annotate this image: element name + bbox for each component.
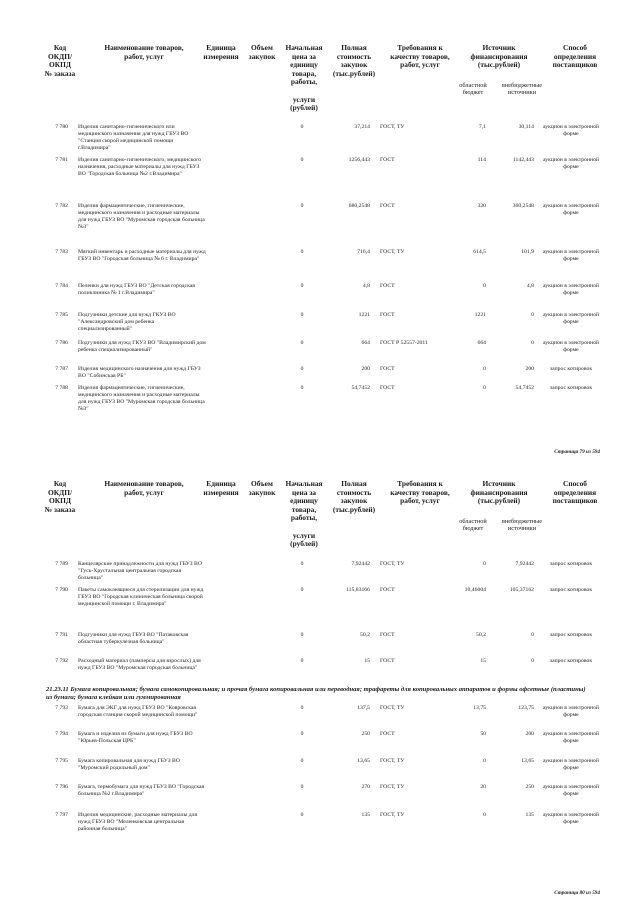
- order-number-cell: 7 788: [55, 385, 68, 391]
- order-number-cell: 7 794: [55, 731, 68, 737]
- header-start-price: Начальная цена за единицу товара, работы, услуги (рублей): [285, 479, 323, 549]
- header-funding: Источник финансирования (тыс.рублей): [470, 479, 528, 506]
- extrabudget-sources-cell: 101,9: [521, 249, 534, 255]
- start-price-cell: 0: [300, 203, 304, 209]
- item-name-cell: Изделия санитарно-гигиенического или медицинского назначения для нужд ГБУЗ ВО "Станция скорой медицинской помощи г.Владимира": [78, 124, 189, 152]
- procurement-method-cell: аукцион в электронной форме: [543, 758, 599, 772]
- header-method: Способ определения поставщиков: [552, 43, 598, 70]
- order-number-cell: 7 785: [55, 312, 68, 318]
- regional-budget-cell: 0: [483, 812, 486, 818]
- item-name-cell: Изделия санитарно-гигиенического, медицинского назначения, расходные материалы для нужд ГБУЗ ВО "Городская больница №2 г.Владимира": [78, 157, 202, 178]
- extrabudget-sources-cell: 250: [525, 784, 534, 790]
- document-page-80: [0, 470, 640, 905]
- header-name: Наименование товаров, работ, услуг: [104, 43, 184, 61]
- total-cost-cell: 664: [361, 340, 370, 346]
- header-regional: областной бюджет: [459, 82, 487, 96]
- regional-budget-cell: 20: [480, 784, 486, 790]
- header-unit: Единица измерения: [203, 479, 239, 497]
- procurement-method-cell: аукцион в электронной форме: [543, 784, 599, 798]
- procurement-method-cell: запрос котировок: [549, 385, 593, 391]
- total-cost-cell: 13,65: [357, 758, 370, 764]
- item-name-cell: Пеленки для нужд ГБУЗ ВО "Детская городская поликлиника № 1 г.Владимира": [78, 283, 195, 297]
- total-cost-cell: 680,2548: [348, 203, 370, 209]
- start-price-cell: 0: [300, 249, 304, 255]
- total-cost-cell: 716,4: [357, 249, 370, 255]
- start-price-cell: 0: [300, 561, 304, 567]
- quality-requirements-cell: ГОСТ: [380, 385, 395, 391]
- item-name-cell: Подгузники детские для нужд ГКУЗ ВО "Александровский дом ребенка специализированный": [78, 312, 176, 333]
- regional-budget-cell: 1221: [474, 312, 486, 318]
- procurement-method-cell: аукцион в электронной форме: [543, 157, 599, 171]
- order-number-cell: 7 784: [55, 283, 68, 289]
- page-footer: Страница 80 из 594: [554, 890, 600, 896]
- order-number-cell: 7 792: [55, 658, 68, 664]
- extrabudget-sources-cell: 360,2548: [512, 203, 534, 209]
- order-number-cell: 7 780: [55, 124, 68, 130]
- procurement-method-cell: аукцион в электронной форме: [543, 124, 599, 138]
- header-method: Способ определения поставщиков: [552, 479, 598, 506]
- extrabudget-sources-cell: 0: [531, 312, 534, 318]
- extrabudget-sources-cell: 13,65: [521, 758, 534, 764]
- extrabudget-sources-cell: 135: [525, 812, 534, 818]
- item-name-cell: Расходный материал (памперсы для взрослых) для нужд ГБУЗ ВО "Муромская городская больница": [78, 658, 201, 672]
- okpd-group-heading: 21.23.11 Бумага копировальная; бумага самокопировальная; и прочая бумага копировальная или переводная; трафареты для копировальных аппаратов и формы офсетные (пластины) из бумаги; бумага клейкая или гуммированная: [46, 686, 586, 701]
- start-price-cell: 0: [300, 312, 304, 318]
- page-footer: Страница 79 из 594: [554, 449, 600, 455]
- regional-budget-cell: 7,1: [478, 124, 486, 130]
- item-name-cell: Изделия медицинские, расходные материалы для нужд ГБУЗ ВО "Меленковская центральная районная больница": [78, 812, 198, 833]
- procurement-method-cell: запрос котировок: [549, 632, 593, 638]
- order-number-cell: 7 782: [55, 203, 68, 209]
- item-name-cell: Пакеты самоклеящиеся для стерилизации для нужд ГБУЗ ВО "Городская клиническая больница скорой медицинской помощи г. Владимира": [78, 587, 204, 608]
- regional-budget-cell: 664: [477, 340, 486, 346]
- item-name-cell: Изделия медицинского назначения для нужд ГБУЗ ВО "Собинская РБ": [78, 366, 201, 380]
- quality-requirements-cell: ГОСТ: [380, 203, 395, 209]
- order-number-cell: 7 793: [55, 705, 68, 711]
- order-number-cell: 7 783: [55, 249, 68, 255]
- header-total: Полная стоимость закупок (тыс.рублей): [332, 479, 376, 514]
- start-price-cell: 0: [300, 784, 304, 790]
- header-requirements: Требования к качеству товаров, работ, услуг: [390, 43, 450, 70]
- header-code: Код ОКДП/ ОКПД № заказа: [44, 479, 76, 514]
- total-cost-cell: 15: [364, 658, 370, 664]
- header-requirements: Требования к качеству товаров, работ, услуг: [390, 479, 450, 506]
- procurement-method-cell: аукцион в электронной форме: [543, 312, 599, 326]
- start-price-cell: 0: [300, 124, 304, 130]
- quality-requirements-cell: ГОСТ: [380, 658, 395, 664]
- item-name-cell: Подгузники для нужд ГКУЗ ВО "Владимирский дом ребенка специализированный": [78, 340, 206, 354]
- item-name-cell: Подгузники для нужд ГБУЗ ВО "Патаковская областная туберкулезная больница": [78, 632, 189, 646]
- procurement-method-cell: аукцион в электронной форме: [543, 249, 599, 263]
- quality-requirements-cell: ГОСТ Р 52557-2011: [380, 340, 428, 346]
- start-price-cell: 0: [300, 812, 304, 818]
- procurement-method-cell: аукцион в электронной форме: [543, 340, 599, 354]
- start-price-cell: 0: [300, 758, 304, 764]
- total-cost-cell: 50,2: [360, 632, 370, 638]
- procurement-method-cell: аукцион в электронной форме: [543, 705, 599, 719]
- extrabudget-sources-cell: 200: [525, 366, 534, 372]
- quality-requirements-cell: ГОСТ, ТУ: [380, 758, 405, 764]
- extrabudget-sources-cell: 105,37162: [509, 587, 534, 593]
- extrabudget-sources-cell: 123,75: [518, 705, 534, 711]
- extrabudget-sources-cell: 0: [531, 658, 534, 664]
- total-cost-cell: 1256,443: [348, 157, 370, 163]
- quality-requirements-cell: ГОСТ, ТУ: [380, 561, 405, 567]
- quality-requirements-cell: ГОСТ, ТУ: [380, 705, 405, 711]
- regional-budget-cell: 50,2: [476, 632, 486, 638]
- header-extra: внебюджетные источники: [501, 82, 543, 96]
- regional-budget-cell: 0: [483, 385, 486, 391]
- total-cost-cell: 137,5: [357, 705, 370, 711]
- total-cost-cell: 270: [361, 784, 370, 790]
- start-price-cell: 0: [300, 658, 304, 664]
- header-volume: Объем закупок: [248, 43, 276, 61]
- regional-budget-cell: 15: [480, 658, 486, 664]
- regional-budget-cell: 10,46004: [464, 587, 486, 593]
- header-total: Полная стоимость закупок (тыс.рублей): [332, 43, 376, 78]
- header-code: Код ОКДП/ ОКПД № заказа: [44, 43, 76, 78]
- item-name-cell: Мягкий инвентарь и расходные материалы для нужд ГБУЗ ВО "Городская больница № 6 г. Владимира": [78, 249, 206, 263]
- quality-requirements-cell: ГОСТ, ТУ: [380, 812, 405, 818]
- regional-budget-cell: 0: [483, 758, 486, 764]
- quality-requirements-cell: ГОСТ, ТУ: [380, 124, 405, 130]
- total-cost-cell: 54,7452: [351, 385, 370, 391]
- procurement-method-cell: запрос котировок: [549, 366, 593, 372]
- total-cost-cell: 7,92442: [351, 561, 370, 567]
- regional-budget-cell: 0: [483, 283, 486, 289]
- quality-requirements-cell: ГОСТ: [380, 731, 395, 737]
- start-price-cell: 0: [300, 385, 304, 391]
- regional-budget-cell: 0: [483, 366, 486, 372]
- extrabudget-sources-cell: 30,114: [518, 124, 534, 130]
- quality-requirements-cell: ГОСТ: [380, 587, 395, 593]
- order-number-cell: 7 781: [55, 157, 68, 163]
- quality-requirements-cell: ГОСТ: [380, 283, 395, 289]
- extrabudget-sources-cell: 200: [525, 731, 534, 737]
- quality-requirements-cell: ГОСТ: [380, 632, 395, 638]
- procurement-method-cell: запрос котировок: [549, 561, 593, 567]
- order-number-cell: 7 791: [55, 632, 68, 638]
- procurement-method-cell: запрос котировок: [549, 587, 593, 593]
- item-name-cell: Бумага и изделия из бумаги для нужд ГБУЗ ВО "Юрьев-Польская ЦРБ": [78, 731, 193, 745]
- order-number-cell: 7 786: [55, 340, 68, 346]
- quality-requirements-cell: ГОСТ: [380, 157, 395, 163]
- total-cost-cell: 37,214: [354, 124, 370, 130]
- procurement-method-cell: аукцион в электронной форме: [543, 812, 599, 826]
- regional-budget-cell: 13,75: [473, 705, 486, 711]
- quality-requirements-cell: ГОСТ: [380, 366, 395, 372]
- header-extra: внебюджетные источники: [501, 518, 543, 532]
- quality-requirements-cell: ГОСТ, ТУ: [380, 249, 405, 255]
- total-cost-cell: 250: [361, 731, 370, 737]
- start-price-cell: 0: [300, 632, 304, 638]
- order-number-cell: 7 797: [55, 812, 68, 818]
- start-price-cell: 0: [300, 283, 304, 289]
- header-regional: областной бюджет: [459, 518, 487, 532]
- total-cost-cell: 1221: [358, 312, 370, 318]
- total-cost-cell: 200: [361, 366, 370, 372]
- procurement-method-cell: запрос котировок: [549, 658, 593, 664]
- start-price-cell: 0: [300, 587, 304, 593]
- extrabudget-sources-cell: 7,92442: [515, 561, 534, 567]
- extrabudget-sources-cell: 4,8: [526, 283, 534, 289]
- quality-requirements-cell: ГОСТ, ТУ: [380, 784, 405, 790]
- extrabudget-sources-cell: 1142,443: [512, 157, 534, 163]
- start-price-cell: 0: [300, 340, 304, 346]
- item-name-cell: Изделия фармацевтические, гигиенические, медицинского назначения и расходные материалы для нужд ГБУЗ ВО "Муромская городская больница №3": [78, 203, 205, 231]
- item-name-cell: Бумага копировальная для нужд ГБУЗ ВО "Муромский родильный дом": [78, 758, 180, 772]
- order-number-cell: 7 787: [55, 366, 68, 372]
- item-name-cell: Изделия фармацевтические, гигиенические, медицинского назначения и расходные материалы для нужд ГБУЗ ВО "Муромская городская больница №3": [78, 385, 205, 413]
- total-cost-cell: 135: [361, 812, 370, 818]
- order-number-cell: 7 795: [55, 758, 68, 764]
- header-volume: Объем закупок: [248, 479, 276, 497]
- header-unit: Единица измерения: [203, 43, 239, 61]
- header-name: Наименование товаров, работ, услуг: [104, 479, 184, 497]
- regional-budget-cell: 614,5: [473, 249, 486, 255]
- item-name-cell: Бумага для ЭКГ для нужд ГБУЗ ВО "Ковровская городская станция скорой медицинской помощи": [78, 705, 198, 719]
- order-number-cell: 7 790: [55, 587, 68, 593]
- extrabudget-sources-cell: 0: [531, 632, 534, 638]
- order-number-cell: 7 789: [55, 561, 68, 567]
- procurement-method-cell: аукцион в электронной форме: [543, 283, 599, 297]
- start-price-cell: 0: [300, 366, 304, 372]
- item-name-cell: Бумага, термобумага для нужд ГБУЗ ВО "Городская больница №2 г.Владимира": [78, 784, 205, 798]
- total-cost-cell: 115,83166: [346, 587, 370, 593]
- order-number-cell: 7 796: [55, 784, 68, 790]
- start-price-cell: 0: [300, 157, 304, 163]
- regional-budget-cell: 320: [477, 203, 486, 209]
- regional-budget-cell: 114: [477, 157, 486, 163]
- extrabudget-sources-cell: 54,7452: [515, 385, 534, 391]
- item-name-cell: Канцелярские принадлежности для нужд ГБУЗ ВО "Гусь-Хрустальная центральная городская больница": [78, 561, 202, 582]
- procurement-method-cell: аукцион в электронной форме: [543, 731, 599, 745]
- quality-requirements-cell: ГОСТ: [380, 312, 395, 318]
- regional-budget-cell: 0: [483, 561, 486, 567]
- procurement-method-cell: аукцион в электронной форме: [543, 203, 599, 217]
- regional-budget-cell: 50: [480, 731, 486, 737]
- extrabudget-sources-cell: 0: [531, 340, 534, 346]
- header-funding: Источник финансирования (тыс.рублей): [470, 43, 528, 70]
- total-cost-cell: 4,8: [362, 283, 370, 289]
- start-price-cell: 0: [300, 705, 304, 711]
- start-price-cell: 0: [300, 731, 304, 737]
- header-start-price: Начальная цена за единицу товара, работы, услуги (рублей): [285, 43, 323, 113]
